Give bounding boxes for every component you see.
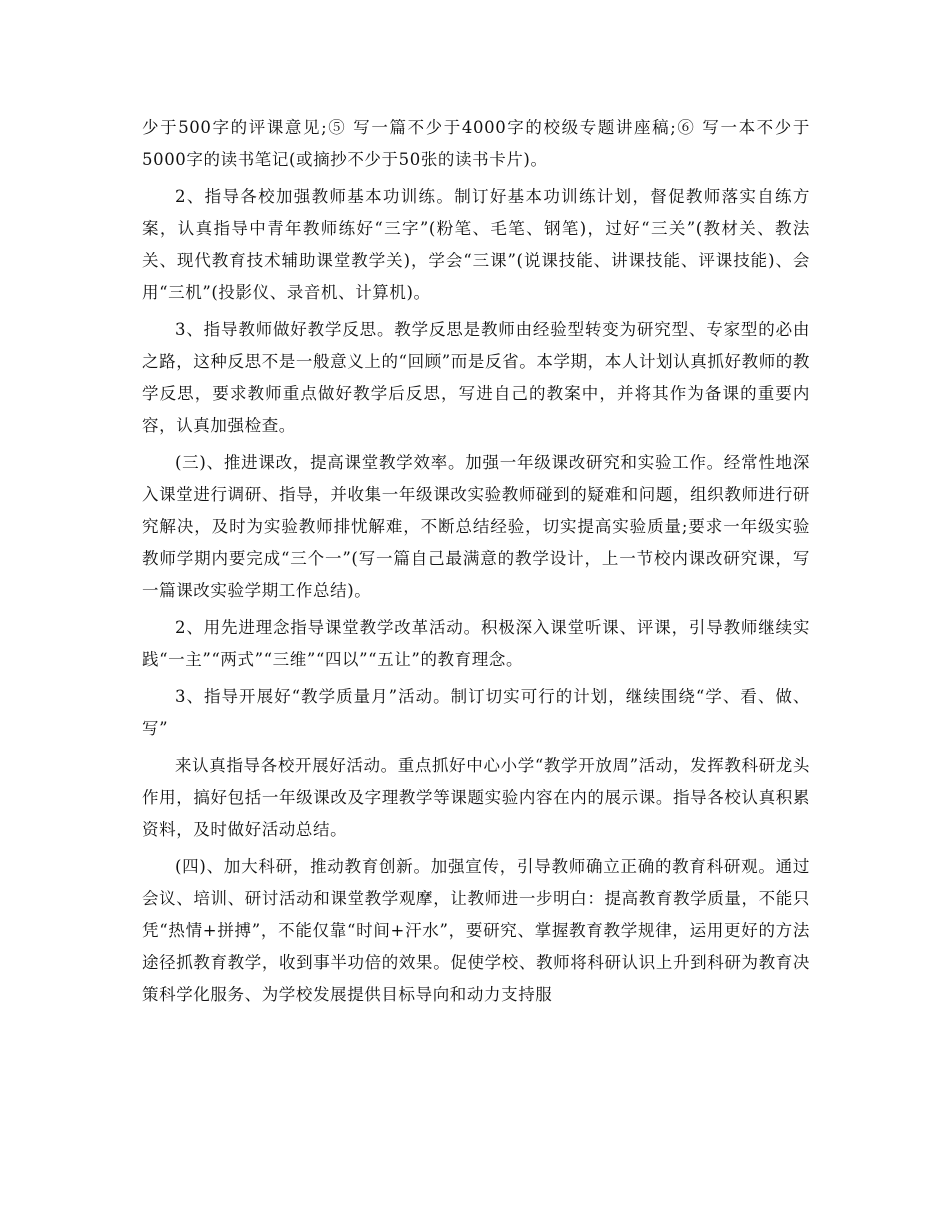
document-body	[142, 112, 810, 1016]
paragraph-continuation: 少于500字的评课意见;⑤ 写一篇不少于4000字的校级专题讲座稿;⑥ 写一本不少于5000字的读书笔记(或摘抄不少于50张的读书卡片)。	[142, 118, 810, 169]
paragraph-advanced-concepts: 2、用先进理念指导课堂教学改革活动。积极深入课堂听课、评课，引导教师继续实践“一主”“两式”“三维”“四以”“五让”的教育理念。	[142, 618, 810, 669]
paragraph-teaching-reflection: 3、指导教师做好教学反思。教学反思是教师由经验型转变为研究型、专家型的必由之路，这种反思不是一般意义上的“回顾”而是反省。本学期，本人计划认真抓好教师的教学反思，要求教师重点做好教学后反思，写进自己的教案中，并将其作为备课的重要内容，认真加强检查。	[142, 320, 810, 435]
paragraph-section-three-curriculum-reform: (三)、推进课改，提高课堂教学效率。加强一年级课改研究和实验工作。经常性地深入课堂进行调研、指导，并收集一年级课改实验教师碰到的疑难和问题，组织教师进行研究解决，及时为实验教师排忧解难，不断总结经验，切实提高实验质量;要求一年级实验教师学期内要完成“三个一”(写一篇自己最满意的教学设计，上一节校内课改研究课，写一篇课改实验学期工作总结)。	[142, 453, 810, 600]
paragraph-quality-month: 3、指导开展好“教学质量月”活动。制订切实可行的计划，继续围绕“学、看、做、写”	[142, 687, 810, 738]
paragraph-section-four-research: (四)、加大科研，推动教育创新。加强宣传，引导教师确立正确的教育科研观。通过会议、培训、研讨活动和课堂教学观摩，让教师进一步明白：提高教育教学质量，不能只凭“热情+拼搏”，不能仅靠“时间+汗水”，要研究、掌握教育教学规律，运用更好的方法途径抓教育教学，收到事半功倍的效果。促使学校、教师将科研认识上升到科研为教育决策科学化服务、为学校发展提供目标导向和动力支持服	[142, 857, 810, 1004]
paragraph-basic-skills-training: 2、指导各校加强教师基本功训练。制订好基本功训练计划，督促教师落实自练方案，认真指导中青年教师练好“三字”(粉笔、毛笔、钢笔)，过好“三关”(教材关、教法关、现代教育技术辅助课堂教学关)，学会“三课”(说课技能、讲课技能、评课技能)、会用“三机”(投影仪、录音机、计算机)。	[142, 187, 810, 302]
paragraph-quality-month-continued: 来认真指导各校开展好活动。重点抓好中心小学“教学开放周”活动，发挥教科研龙头作用，搞好包括一年级课改及字理教学等课题实验内容在内的展示课。指导各校认真积累资料，及时做好活动总结。	[142, 756, 810, 839]
